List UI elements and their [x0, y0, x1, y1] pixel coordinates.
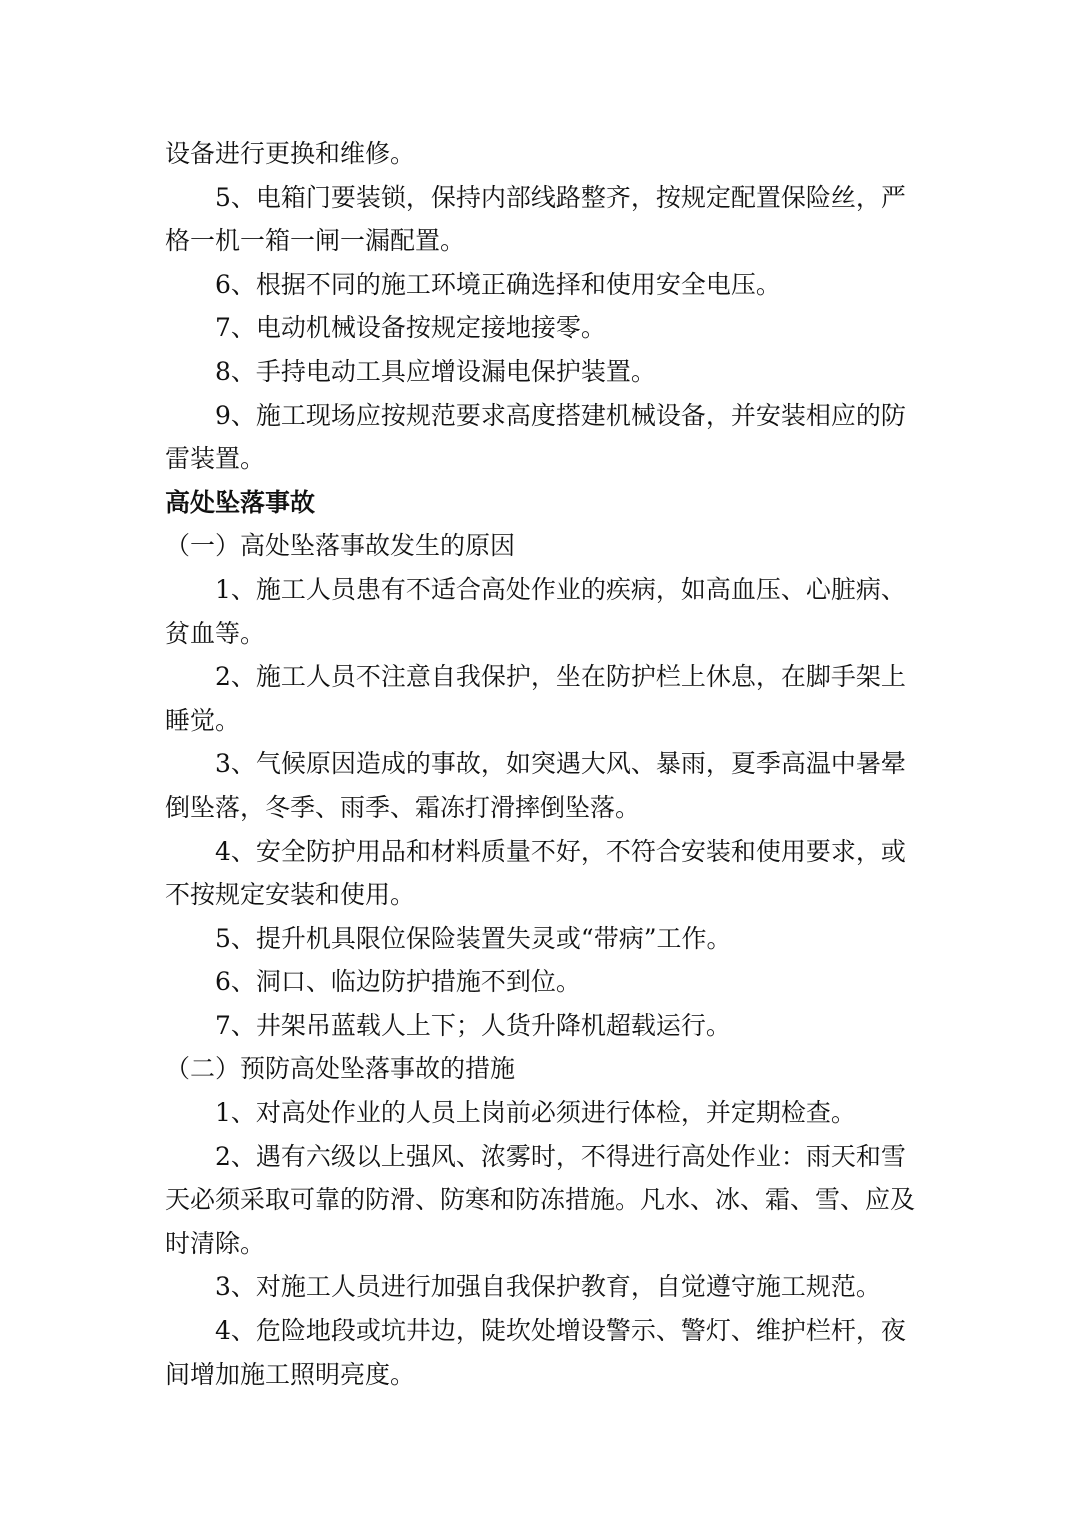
section-heading: 高处坠落事故 [165, 487, 316, 517]
text-line: 1、对高处作业的人员上岗前必须进行体检，并定期检查。 [215, 1098, 856, 1128]
subsection-heading: （二）预防高处坠落事故的措施 [165, 1054, 516, 1084]
document-page [165, 132, 917, 1396]
text-line: 不按规定安装和使用。 [165, 880, 416, 910]
text-line: 倒坠落，冬季、雨季、霜冻打滑摔倒坠落。 [165, 792, 641, 822]
text-line: 4、安全防护用品和材料质量不好，不符合安装和使用要求，或 [215, 836, 906, 866]
subsection-heading: （一）高处坠落事故发生的原因 [165, 531, 516, 561]
text-line: 4、危险地段或坑井边，陡坎处增设警示、警灯、维护栏杆，夜 [215, 1316, 906, 1346]
text-line: 格一机一箱一闸一漏配置。 [165, 226, 466, 256]
text-line: 5、提升机具限位保险装置失灵或“带病”工作。 [215, 923, 732, 953]
text-line: 5、电箱门要装锁，保持内部线路整齐，按规定配置保险丝，严 [215, 182, 906, 212]
text-line: 睡觉。 [165, 705, 241, 735]
text-line: 雷装置。 [165, 444, 266, 474]
text-line: 3、气候原因造成的事故，如突遇大风、暴雨，夏季高温中暑晕 [215, 749, 906, 779]
text-line: 天必须采取可靠的防滑、防寒和防冻措施。凡水、冰、霜、雪、应及 [165, 1185, 916, 1215]
text-line: 1、施工人员患有不适合高处作业的疾病，如高血压、心脏病、 [215, 574, 906, 604]
text-line: 6、根据不同的施工环境正确选择和使用安全电压。 [215, 269, 781, 299]
text-line: 间增加施工照明亮度。 [165, 1359, 416, 1389]
text-line: 贫血等。 [165, 618, 266, 648]
text-line: 7、井架吊蓝载人上下；人货升降机超载运行。 [215, 1010, 731, 1040]
text-line: 7、电动机械设备按规定接地接零。 [215, 313, 606, 343]
text-line: 时清除。 [165, 1228, 266, 1258]
text-line: 2、施工人员不注意自我保护，坐在防护栏上休息，在脚手架上 [215, 662, 906, 692]
text-line: 9、施工现场应按规范要求高度搭建机械设备，并安装相应的防 [215, 400, 906, 430]
text-line: 3、对施工人员进行加强自我保护教育，自觉遵守施工规范。 [215, 1272, 881, 1302]
text-line: 2、遇有六级以上强风、浓雾时，不得进行高处作业：雨天和雪 [215, 1141, 906, 1171]
text-line: 8、手持电动工具应增设漏电保护装置。 [215, 356, 656, 386]
text-line: 设备进行更换和维修。 [165, 139, 416, 168]
text-line: 6、洞口、临边防护措施不到位。 [215, 967, 581, 997]
